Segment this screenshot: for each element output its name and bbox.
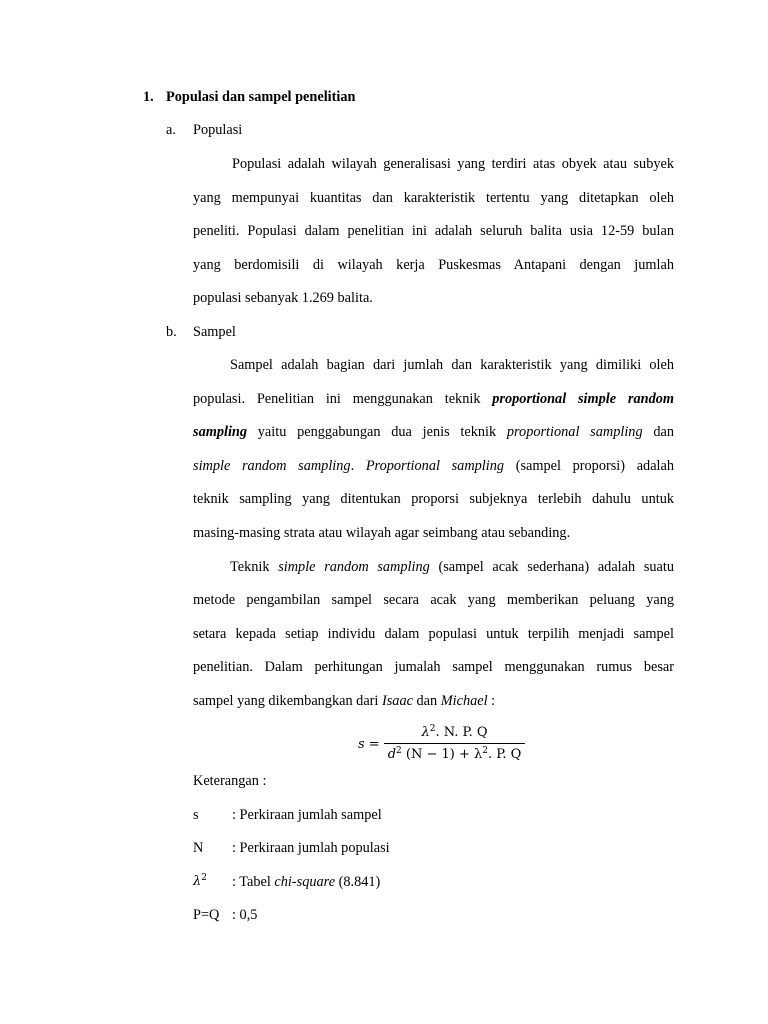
subsection-b-title: Sampel [193,324,236,340]
paragraph-line [193,423,674,441]
denominator-text: (N − 1) + λ [401,747,483,762]
text-run: (sampel proporsi) adalah [504,458,675,474]
italic-term: Proportional sampling [365,458,505,474]
lambda-symbol: λ [193,874,202,889]
emphasis-term: proportional simple random [492,391,674,407]
text-run: . [350,458,366,474]
paragraph-line: teknik sampling yang ditentukan proporsi subjeknya terlebih dahulu untuk [193,491,674,507]
text-run: (8.841) [335,874,381,890]
italic-term: chi-square [274,874,336,890]
legend-description: : Perkiraan jumlah populasi [232,840,390,856]
legend-heading: Keterangan : [193,773,267,789]
text-run: populasi. Penelitian ini menggunakan teknik [193,391,493,407]
paragraph-line: peneliti. Populasi dalam penelitian ini adalah seluruh balita usia 12-59 bulan [193,223,674,239]
subsection-a-letter: a. [166,122,176,138]
paragraph-line: yang mempunyai kuantitas dan karakteristik tertentu yang ditetapkan oleh [193,190,674,206]
italic-term: simple random sampling [193,458,351,474]
text-run: sampel yang dikembangkan dari [193,693,382,709]
italic-term: simple random sampling [278,559,430,575]
author-name: Michael [440,693,488,709]
legend-symbol: s [193,807,199,823]
paragraph-line [230,558,674,576]
text-run: dan [412,693,441,709]
legend-description [232,873,380,891]
formula-lhs [358,737,380,752]
paragraph-line: Populasi adalah wilayah generalisasi yang terdiri atas obyek atau subyek [232,156,674,172]
section-title: Populasi dan sampel penelitian [166,89,356,105]
d-symbol: d [387,747,397,762]
legend-symbol: N [193,840,204,856]
italic-term: proportional sampling [506,424,643,440]
paragraph-line [193,390,674,408]
section-number: 1. [143,89,154,105]
formula-lhs-text: s = [358,737,380,752]
exponent: 2 [429,724,436,734]
legend-symbol: P=Q [193,907,220,923]
text-run: (sampel acak sederhana) adalah suatu [429,559,675,575]
subsection-a-title: Populasi [193,122,243,138]
text-run: : [487,693,496,709]
lambda-symbol: λ [421,725,430,740]
exponent: 2 [482,746,488,756]
fraction-bar [384,743,525,744]
paragraph-line: metode pengambilan sampel secara acak yang memberikan peluang yang [193,592,674,608]
exponent: 2 [201,873,207,883]
legend-description: : Perkiraan jumlah sampel [232,807,382,823]
paragraph-line [193,692,674,710]
formula-fraction [384,724,525,764]
legend-symbol [193,873,207,891]
legend-description: : 0,5 [232,907,258,923]
paragraph-line: setara kepada setiap individu dalam populasi untuk terpilih menjadi sampel [193,626,674,642]
text-run: : Tabel [232,874,275,890]
paragraph-line: populasi sebanyak 1.269 balita. [193,290,373,306]
text-run: Teknik [230,559,279,575]
paragraph-line [193,457,674,475]
exponent: 2 [396,746,402,756]
author-name: Isaac [381,693,413,709]
numerator-text: . N. P. Q [435,725,488,740]
paragraph-line: penelitian. Dalam perhitungan jumalah sampel menggunakan rumus besar [193,659,674,675]
paragraph-line: yang berdomisili di wilayah kerja Puskesmas Antapani dengan jumlah [193,257,674,273]
emphasis-term: sampling [193,424,248,440]
denominator-text: . P. Q [487,747,522,762]
paragraph-line: Sampel adalah bagian dari jumlah dan karakteristik yang dimiliki oleh [230,357,674,373]
formula-denominator [384,746,525,764]
text-run: dan [642,424,674,440]
text-run: yaitu penggabungan dua jenis teknik [247,424,507,440]
paragraph-line: masing-masing strata atau wilayah agar seimbang atau sebanding. [193,525,571,541]
formula-numerator [384,724,525,742]
subsection-b-letter: b. [166,324,177,340]
